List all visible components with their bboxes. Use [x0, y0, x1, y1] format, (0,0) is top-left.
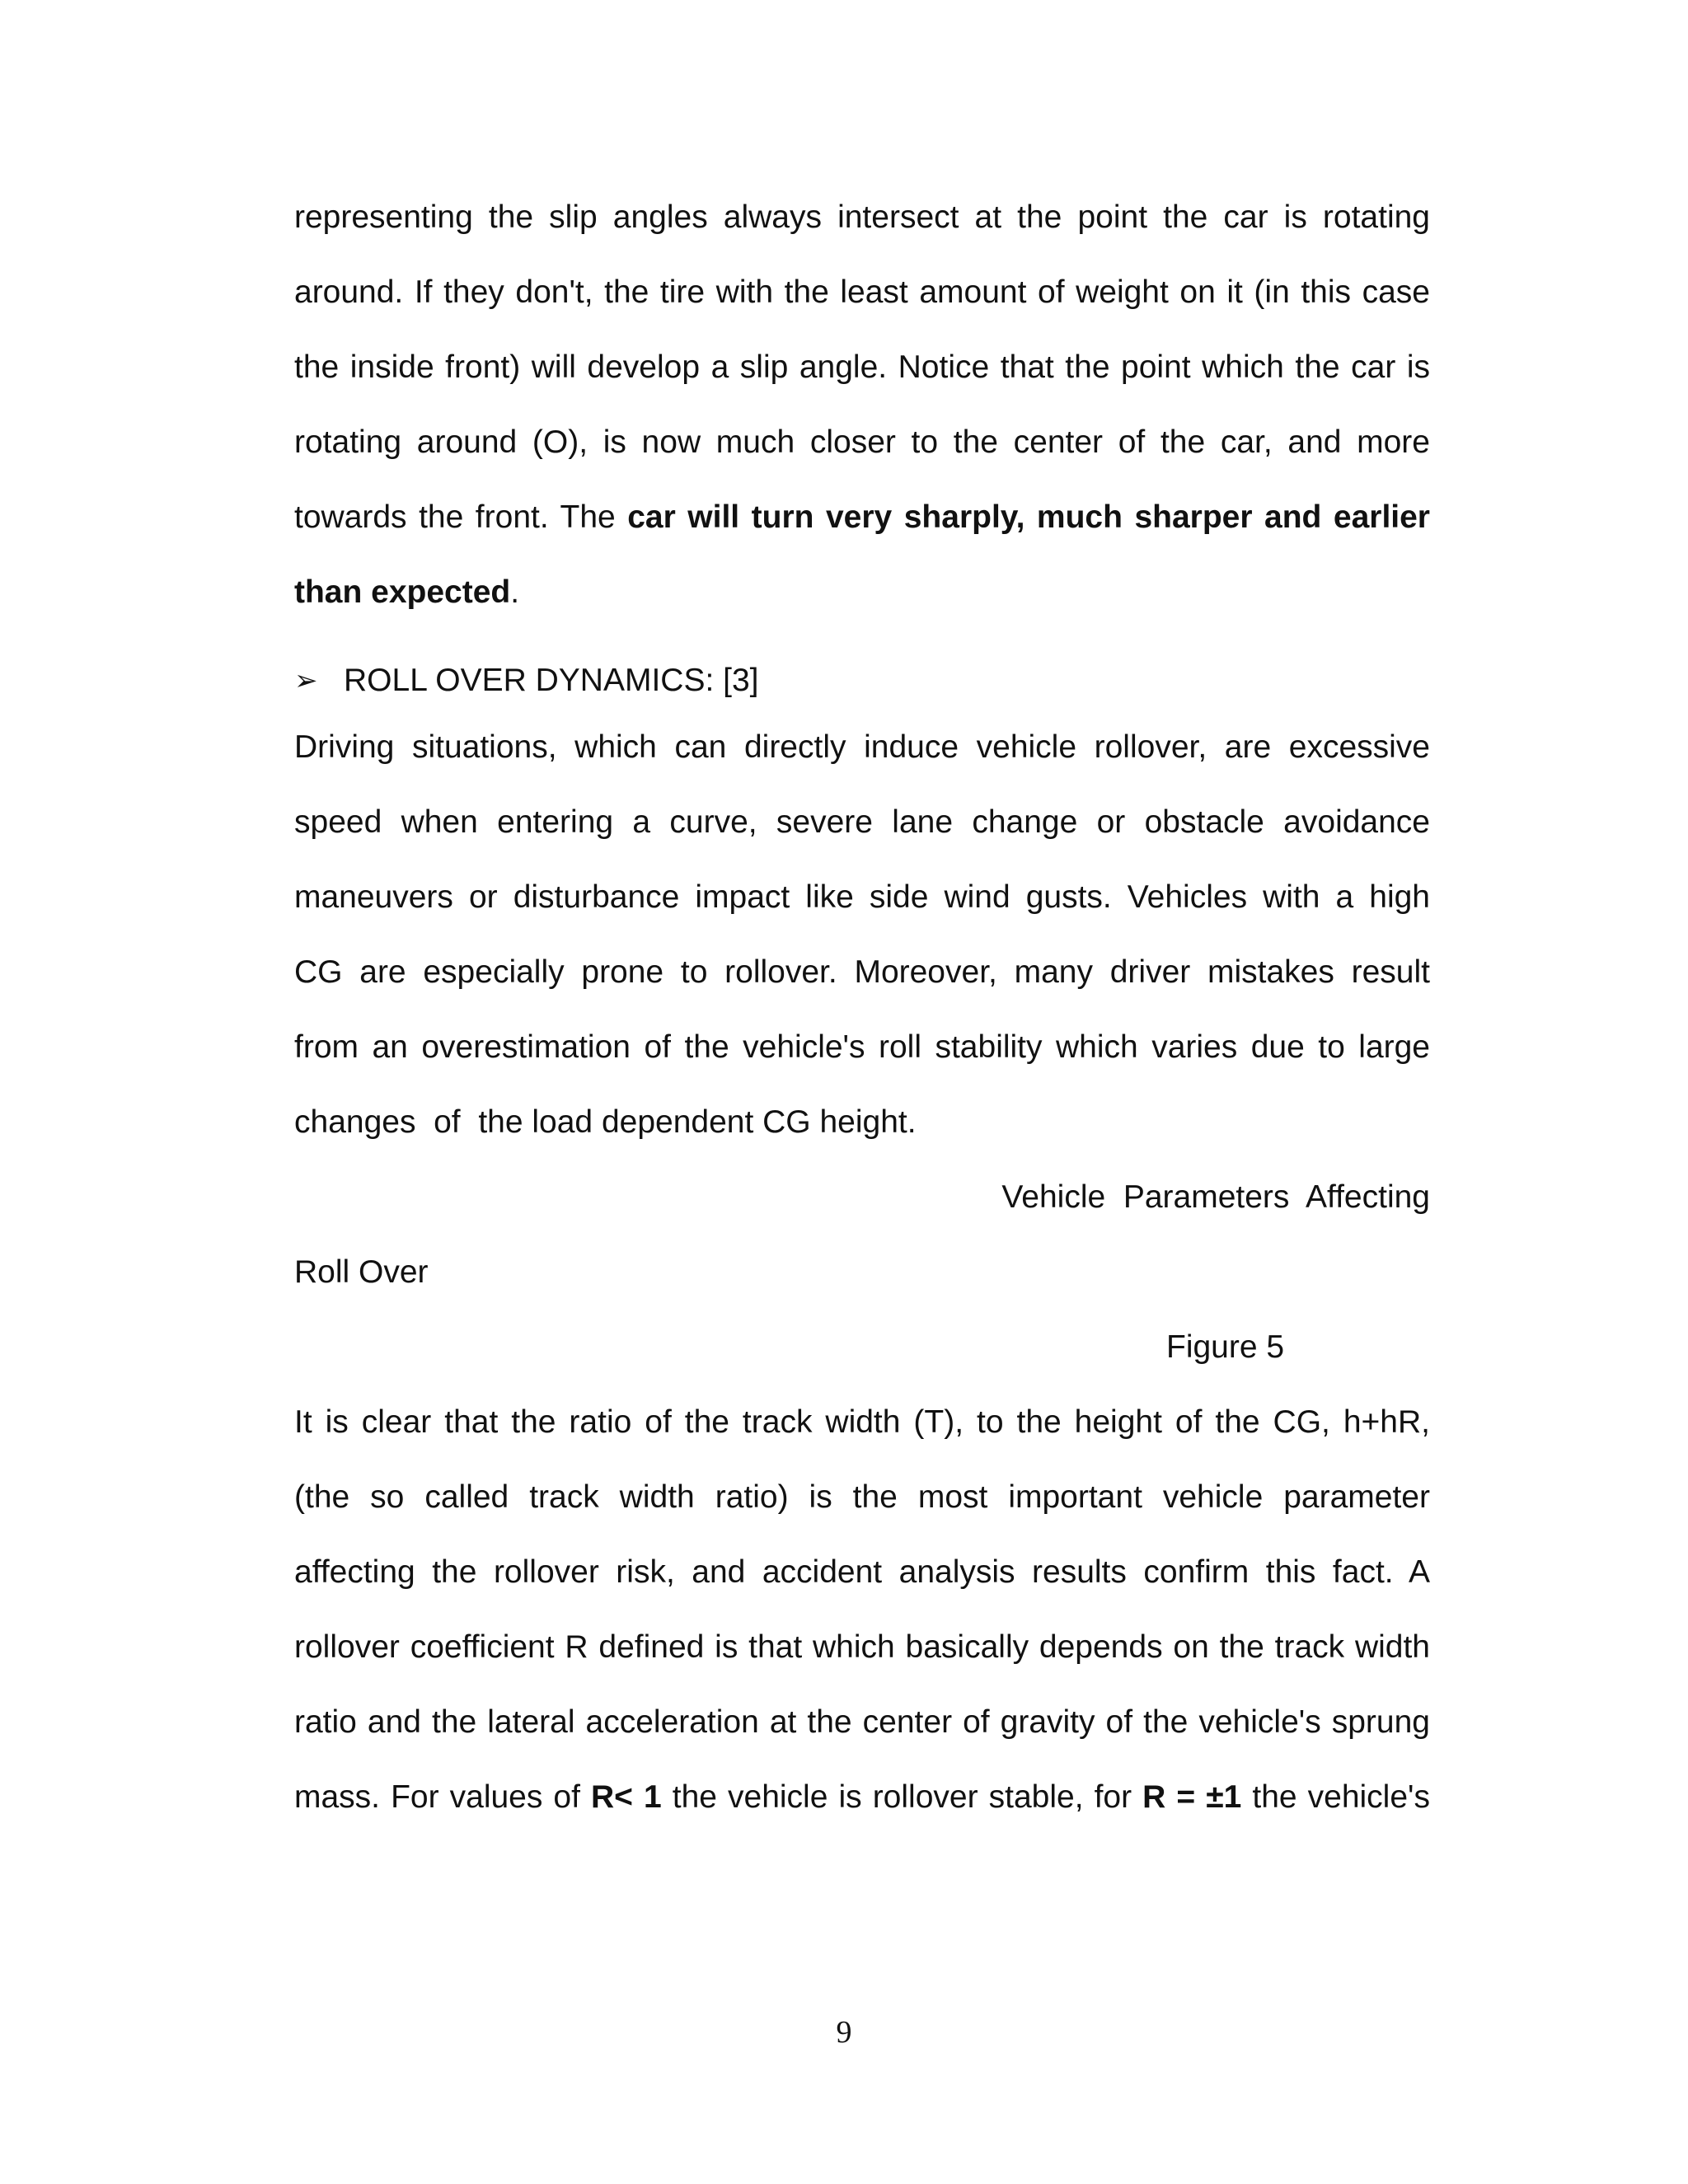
section-heading-text: ROLL OVER DYNAMICS: [3] — [344, 662, 759, 698]
paragraph2-line4: CG are especially prone to rollover. Moreover, many driver mistakes result — [294, 954, 1430, 990]
figure-caption-line1: Vehicle Parameters Affecting — [1001, 1179, 1430, 1215]
paragraph3-line6-text-a: mass. For values of — [294, 1779, 591, 1815]
paragraph1-line6-period: . — [510, 574, 520, 610]
paragraph1-line4: rotating around (O), is now much closer to the center of the car, and more — [294, 424, 1430, 460]
page-body — [294, 190, 1430, 1845]
paragraph1-line5 — [294, 490, 1430, 565]
paragraph3-line1: It is clear that the ratio of the track width (T), to the height of the CG, h+hR, — [294, 1404, 1430, 1440]
paragraph3-line4: rollover coefficient R defined is that which basically depends on the track width — [294, 1629, 1430, 1665]
paragraph3-line2: (the so called track width ratio) is the most important vehicle parameter — [294, 1479, 1430, 1515]
paragraph1-line6-bold-text: than expected — [294, 574, 511, 610]
paragraph3-line6-bold-a: R< 1 — [591, 1779, 662, 1815]
paragraph1-line5-bold-text: car will turn very sharply, much sharper and earlier — [627, 499, 1430, 535]
section-heading — [294, 640, 1430, 720]
paragraph1-line3: the inside front) will develop a slip angle. Notice that the point which the car is — [294, 349, 1430, 385]
paragraph2-line1: Driving situations, which can directly induce vehicle rollover, are excessive — [294, 729, 1430, 765]
paragraph2-line3: maneuvers or disturbance impact like side wind gusts. Vehicles with a high — [294, 879, 1430, 915]
figure-label: Figure 5 — [1166, 1329, 1285, 1365]
paragraph1-line1: representing the slip angles always intersect at the point the car is rotating — [294, 199, 1430, 235]
arrow-bullet-icon: ➢ — [294, 663, 318, 697]
paragraph3-line6-text-b: the vehicle is rollover stable, for — [661, 1779, 1143, 1815]
paragraph2-line2: speed when entering a curve, severe lane change or obstacle avoidance — [294, 804, 1430, 840]
paragraph3-line3: affecting the rollover risk, and accident analysis results confirm this fact. A — [294, 1554, 1430, 1590]
paragraph2-line6: changes of the load dependent CG height. — [294, 1104, 917, 1140]
page-number: 9 — [836, 2015, 852, 2050]
paragraph1-line2: around. If they don't, the tire with the least amount of weight on it (in this case — [294, 274, 1430, 310]
paragraph3-line5: ratio and the lateral acceleration at the center of gravity of the vehicle's sprung — [294, 1704, 1430, 1740]
paragraph1-line6 — [294, 565, 1430, 640]
paragraph3-line6 — [294, 1770, 1430, 1845]
paragraph3-line6-text-c: the vehicle's — [1241, 1779, 1430, 1815]
paragraph1-line5-text: towards the front. The — [294, 499, 628, 535]
paragraph2-line5: from an overestimation of the vehicle's roll stability which varies due to large — [294, 1029, 1430, 1065]
figure-caption-line2: Roll Over — [294, 1254, 429, 1290]
paragraph3-line6-bold-b: R = ±1 — [1142, 1779, 1242, 1815]
